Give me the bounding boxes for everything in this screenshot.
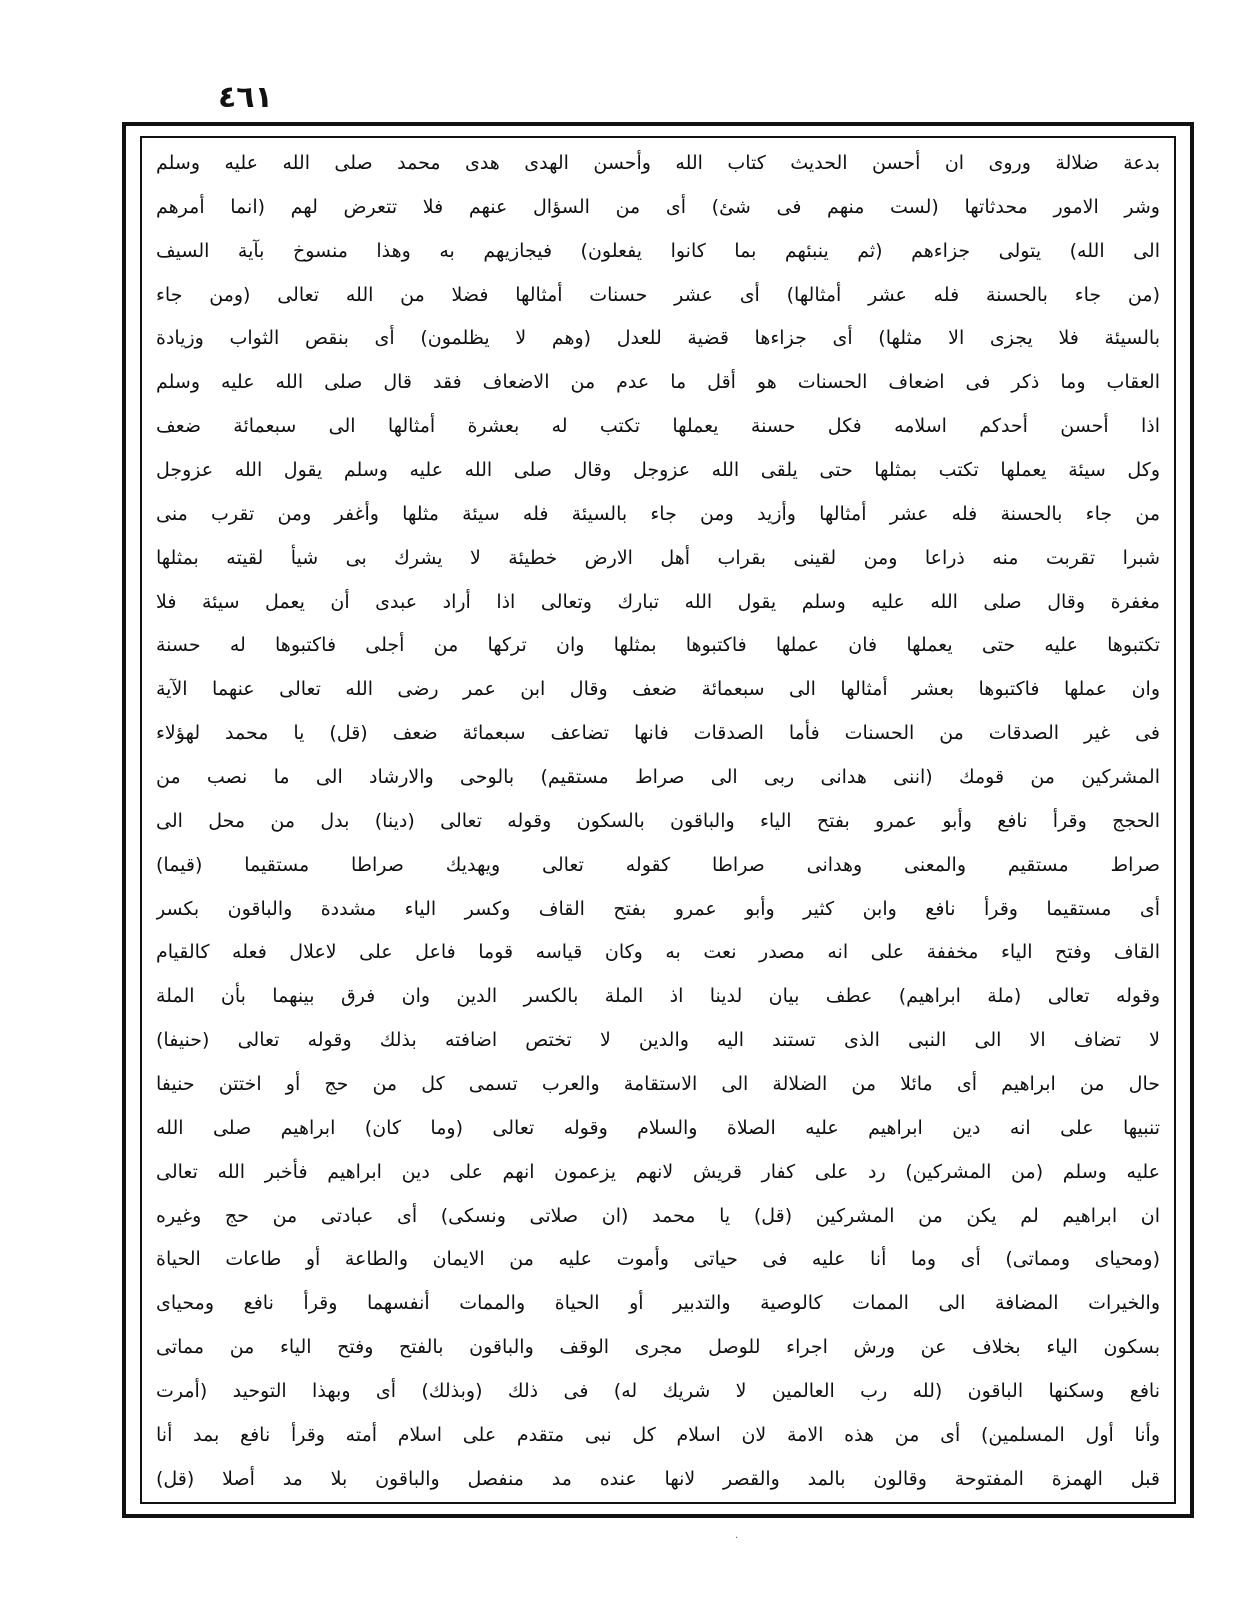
text-line: اذا أحسن أحدكم اسلامه فكل حسنة يعملها تكتب له بعشرة أمثالها الى سبعمائة ضعف — [156, 415, 1160, 438]
text-line: المشركين من قومك (اننى هدانى ربى الى صراط مستقيم) بالوحى والارشاد الى ما نصب من — [156, 766, 1160, 789]
text-line: لا تضاف الا الى النبى الذى تستند اليه والدين لا تختص اضافته بذلك وقوله تعالى (حنيفا) — [156, 1029, 1160, 1052]
text-line: شبرا تقربت منه ذراعا ومن لقينى بقراب أهل الارض خطيئة لا يشرك بى شيأ لقيته بمثلها — [156, 546, 1160, 569]
scan-speck: · — [735, 1533, 739, 1544]
text-line: عليه وسلم (من المشركين) رد على كفار قريش لانهم يزعمون انهم على دين ابراهيم فأخبر الله تعالى — [156, 1160, 1160, 1183]
page-number: ٤٦١ — [218, 80, 273, 115]
text-line: مغفرة وقال صلى الله عليه وسلم يقول الله تبارك وتعالى اذا أراد عبدى أن يعمل سيئة فلا — [156, 590, 1160, 613]
text-line: الى الله) يتولى جزاءهم (ثم ينبئهم بما كانوا يفعلون) فيجازيهم به وهذا منسوخ بآية السيف — [156, 239, 1160, 262]
text-line: وقوله تعالى (ملة ابراهيم) عطف بيان لدينا اذ الملة بالكسر الدين وان فرق بينهما بأن الملة — [156, 985, 1160, 1008]
text-line: بسكون الياء بخلاف عن ورش اجراء للوصل مجرى الوقف والباقون بالفتح وفتح الياء من مماتى — [156, 1336, 1160, 1359]
text-line: أى مستقيما وقرأ نافع وابن كثير وأبو عمرو بفتح القاف وكسر الياء مشددة والباقون بكسر — [156, 897, 1160, 920]
text-line: وان عملها فاكتبوها بعشر أمثالها الى سبعمائة ضعف وقال ابن عمر رضى الله تعالى عنهما الآية — [156, 678, 1160, 701]
text-line: تكتبوها عليه حتى يعملها فان عملها فاكتبوها بمثلها وان تركها من أجلى فاكتبوها له حسنة — [156, 634, 1160, 657]
text-line: قبل الهمزة المفتوحة وقالون بالمد والقصر لانها عنده مد منفصل والباقون بلا مد أصلا (قل) — [156, 1467, 1160, 1490]
text-line: وكل سيئة يعملها تكتب بمثلها حتى يلقى الله عزوجل وقال صلى الله عليه وسلم يقول الله عزوجل — [156, 459, 1160, 482]
text-line: وأنا أول المسلمين) أى من هذه الامة لان اسلام كل نبى متقدم على اسلام أمته وقرأ نافع بمد أنا — [156, 1423, 1160, 1446]
text-line: صراط مستقيم والمعنى وهدانى صراطا كقوله تعالى ويهديك صراطا مستقيما (قيما) — [156, 853, 1160, 876]
text-line: الحجج وقرأ نافع وأبو عمرو بفتح الياء والباقون بالسكون وقوله تعالى (دينا) بدل من محل الى — [156, 809, 1160, 832]
text-line: نافع وسكنها الباقون (لله رب العالمين لا شريك له) فى ذلك (وبذلك) أى وبهذا التوحيد (أمرت — [156, 1380, 1160, 1403]
text-line: تنبيها على انه دين ابراهيم عليه الصلاة والسلام وقوله تعالى (وما كان) ابراهيم صلى الله — [156, 1116, 1160, 1139]
text-line: بالسيئة فلا يجزى الا مثلها) أى جزاءها قضية للعدل (وهم لا يظلمون) أى بنقص الثواب وزيادة — [156, 327, 1160, 350]
text-line: فى غير الصدقات من الحسنات فأما الصدقات فانها تضاعف سبعمائة ضعف (قل) يا محمد لهؤلاء — [156, 722, 1160, 745]
text-line: القاف وفتح الياء مخففة على انه مصدر نعت به وكان قياسه قوما فاعل على لاعلال فعله كالقيام — [156, 941, 1160, 964]
arabic-text-body — [156, 148, 1160, 1494]
text-line: ان ابراهيم لم يكن من المشركين (قل) يا محمد (ان صلاتى ونسكى) أى عبادتى من حج وغيره — [156, 1204, 1160, 1227]
text-line: (من جاء بالحسنة فله عشر أمثالها) أى عشر حسنات أمثالها فضلا من الله تعالى (ومن جاء — [156, 283, 1160, 306]
text-line: وشر الامور محدثاتها (لست منهم فى شئ) أى من السؤال عنهم فلا تتعرض لهم (انما أمرهم — [156, 195, 1160, 218]
text-line: (ومحياى ومماتى) أى وما أنا عليه فى حياتى وأموت عليه من الايمان والطاعة أو طاعات الحياة — [156, 1248, 1160, 1271]
text-line: والخيرات المضافة الى الممات كالوصية والتدبير أو الحياة والممات أنفسهما وقرأ نافع ومحياى — [156, 1292, 1160, 1315]
text-line: بدعة ضلالة وروى ان أحسن الحديث كتاب الله وأحسن الهدى هدى محمد صلى الله عليه وسلم — [156, 152, 1160, 174]
text-line: من جاء بالحسنة فله عشر أمثالها وأزيد ومن جاء بالسيئة فله سيئة مثلها وأغفر ومن تقرب منى — [156, 502, 1160, 525]
text-line: العقاب وما ذكر فى اضعاف الحسنات هو أقل ما عدم من الاضعاف فقد قال صلى الله عليه وسلم — [156, 371, 1160, 394]
text-line: حال من ابراهيم أى مائلا من الضلالة الى الاستقامة والعرب تسمى كل من حج أو اختتن حنيفا — [156, 1073, 1160, 1096]
page-border-inner — [140, 136, 1176, 1504]
page-border-outer — [122, 122, 1194, 1518]
